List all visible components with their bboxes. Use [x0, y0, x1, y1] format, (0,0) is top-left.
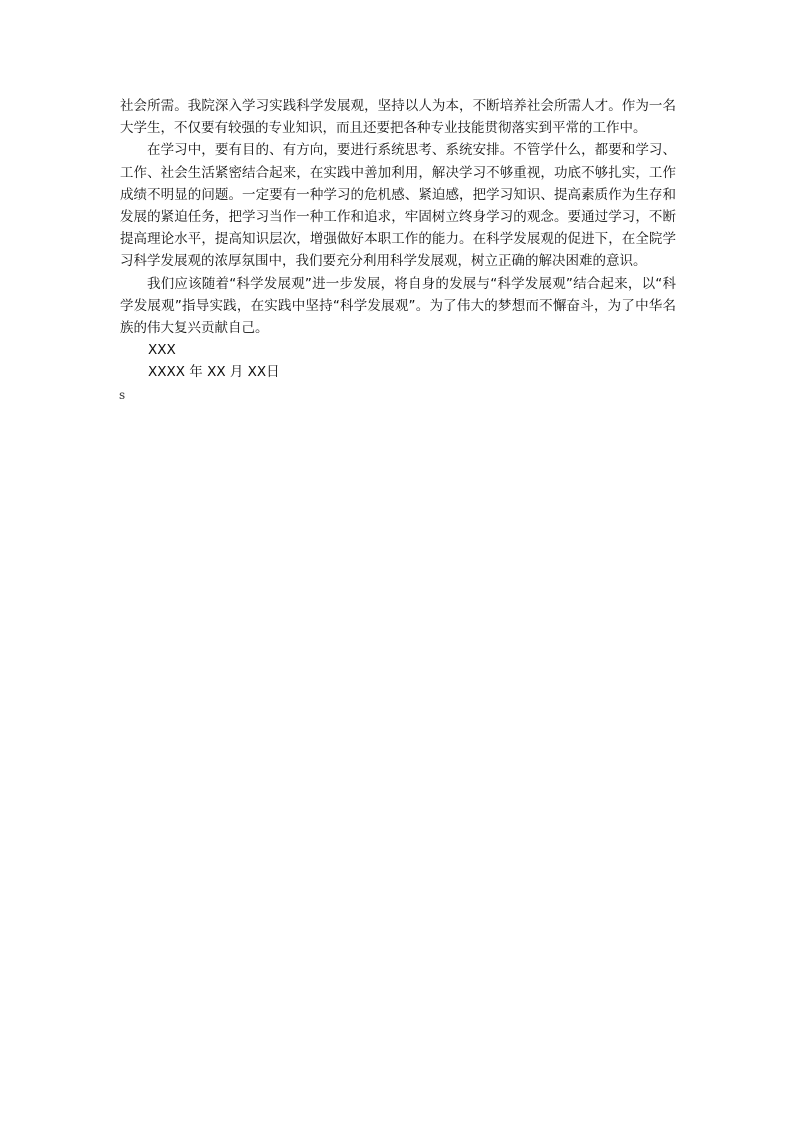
- signature-date: XXXX 年 XX 月 XX日: [148, 364, 280, 381]
- stray-mark: s: [119, 388, 126, 402]
- paragraph-3: 我们应该随着“科学发展观”进一步发展，将自身的发展与“科学发展观”结合起来，以“科学发展观”指导实践，在实践中坚持“科学发展观”。为了伟大的梦想而不懈奋斗，为了中华名族的伟大复兴贡献自己。: [120, 275, 676, 337]
- paragraph-1: 社会所需。我院深入学习实践科学发展观，坚持以人为本，不断培养社会所需人才。作为一名大学生，不仅要有较强的专业知识，而且还要把各种专业技能贯彻落实到平常的工作中。: [120, 98, 676, 137]
- document-body: [120, 95, 676, 384]
- paragraph-2: 在学习中，要有目的、有方向，要进行系统思考、系统安排。不管学什么，都要和学习、工作、社会生活紧密结合起来，在实践中善加利用，解决学习不够重视，功底不够扎实，工作成绩不明显的问题。一定要有一种学习的危机感、紧迫感，把学习知识、提高素质作为生存和发展的紧迫任务，把学习当作一种工作和追求，牢固树立终身学习的观念。要通过学习，不断提高理论水平，提高知识层次，增强做好本职工作的能力。在科学发展观的促进下，在全院学习科学发展观的浓厚氛围中，我们要充分利用科学发展观，树立正确的解决困难的意识。: [120, 142, 676, 270]
- signature-name: XXX: [148, 342, 176, 359]
